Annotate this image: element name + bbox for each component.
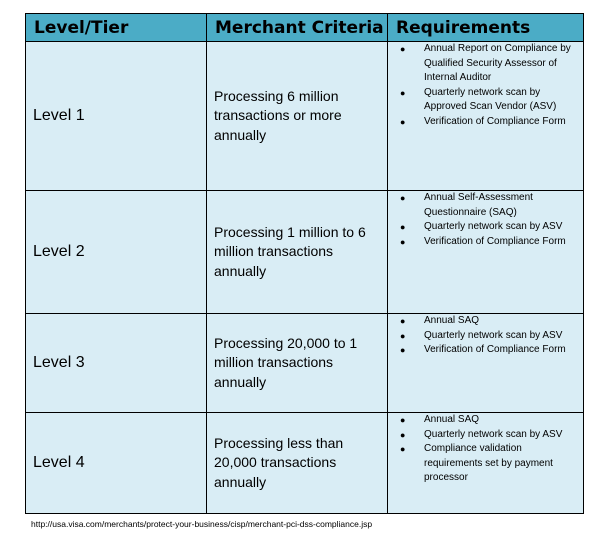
requirements-cell — [388, 42, 584, 191]
requirements-list — [388, 413, 583, 486]
requirements-list — [388, 42, 583, 130]
requirement-text: Annual SAQ — [424, 315, 480, 326]
header-merchant-criteria: Merchant Criteria — [207, 14, 388, 42]
bullet-icon: ● — [400, 236, 406, 247]
bullet-icon: ● — [400, 222, 406, 233]
requirements-cell — [388, 314, 584, 413]
requirement-text: Verification of Compliance Form — [424, 115, 566, 127]
requirements-cell — [388, 191, 584, 314]
level-cell: Level 4 — [26, 413, 207, 514]
requirement-text: Quarterly network scan by ASV — [424, 428, 563, 440]
requirement-text: Verification of Compliance Form — [424, 344, 566, 356]
requirement-item — [400, 220, 579, 235]
bullet-icon: ● — [400, 429, 406, 440]
header-requirements: Requirements — [388, 14, 584, 42]
requirement-item — [400, 235, 579, 250]
compliance-table-container — [25, 13, 583, 514]
criteria-cell: Processing 6 million transactions or more annually — [207, 42, 388, 191]
level-cell: Level 2 — [26, 191, 207, 314]
requirement-item — [400, 42, 579, 86]
requirement-item — [400, 86, 579, 115]
table-row — [26, 413, 584, 514]
requirements-list — [388, 314, 583, 358]
requirement-text: Compliance validation requirements set by payment processor — [424, 443, 553, 484]
requirement-item — [400, 191, 579, 220]
requirements-cell — [388, 413, 584, 514]
requirement-item — [400, 329, 579, 344]
bullet-icon: ● — [400, 44, 406, 54]
source-url-caption: http://usa.visa.com/merchants/protect-your-business/cisp/merchant-pci-dss-compliance.jsp — [31, 519, 373, 529]
table-row — [26, 314, 584, 413]
requirement-text: Annual Report on Compliance by Qualified Security Assessor of Internal Auditor — [424, 43, 571, 84]
requirement-item — [400, 413, 579, 428]
requirement-item — [400, 428, 579, 443]
table-row — [26, 191, 584, 314]
requirement-text: Quarterly network scan by ASV — [424, 329, 563, 341]
bullet-icon: ● — [400, 345, 406, 356]
bullet-icon: ● — [400, 316, 406, 326]
requirement-text: Quarterly network scan by ASV — [424, 221, 563, 233]
bullet-icon: ● — [400, 116, 406, 127]
bullet-icon: ● — [400, 444, 406, 455]
criteria-cell: Processing 1 million to 6 million transactions annually — [207, 191, 388, 314]
requirement-text: Verification of Compliance Form — [424, 235, 566, 247]
bullet-icon: ● — [400, 193, 406, 203]
bullet-icon: ● — [400, 87, 406, 98]
bullet-icon: ● — [400, 330, 406, 341]
table-row — [26, 42, 584, 191]
requirement-item — [400, 314, 579, 329]
requirement-item — [400, 115, 579, 130]
requirement-text: Annual SAQ — [424, 414, 480, 425]
requirements-list — [388, 191, 583, 249]
criteria-cell: Processing 20,000 to 1 million transactions annually — [207, 314, 388, 413]
level-cell: Level 3 — [26, 314, 207, 413]
level-cell: Level 1 — [26, 42, 207, 191]
header-level-tier: Level/Tier — [26, 14, 207, 42]
header-row — [26, 14, 584, 42]
requirement-item — [400, 343, 579, 358]
compliance-levels-table — [25, 13, 584, 514]
bullet-icon: ● — [400, 415, 406, 425]
requirement-item — [400, 442, 579, 486]
requirement-text: Quarterly network scan by Approved Scan Vendor (ASV) — [424, 86, 557, 113]
requirement-text: Annual Self-Assessment Questionnaire (SAQ) — [424, 192, 533, 218]
criteria-cell: Processing less than 20,000 transactions annually — [207, 413, 388, 514]
